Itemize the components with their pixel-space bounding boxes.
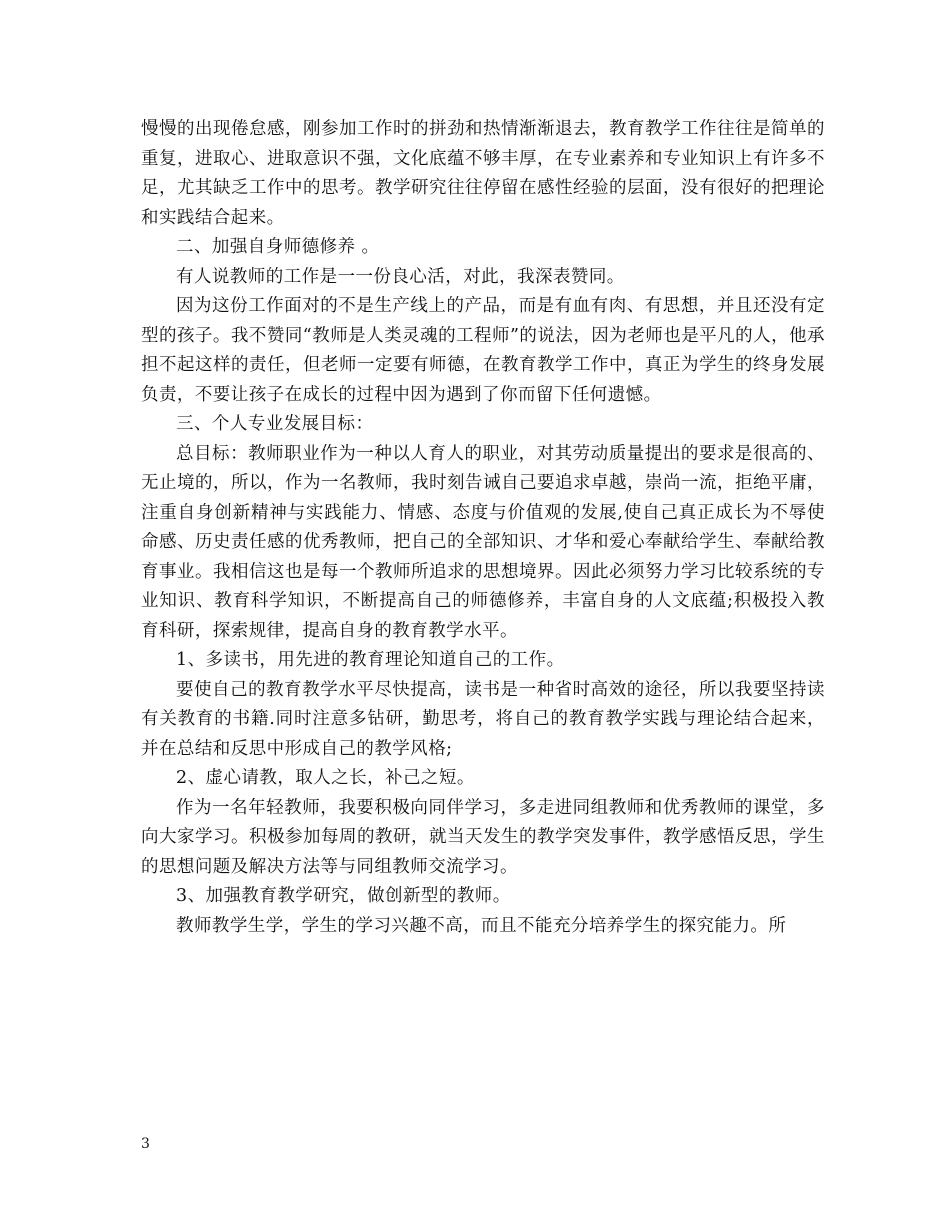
document-body — [141, 115, 825, 941]
subheading-item-3: 3、加强教育教学研究，做创新型的教师。 — [176, 886, 511, 906]
heading-section-three: 三、个人专业发展目标： — [176, 414, 374, 434]
heading-section-two: 二、加强自身师德修养 。 — [176, 237, 380, 257]
paragraph: 因为这份工作面对的不是生产线上的产品，而是有血有肉、有思想，并且还没有定型的孩子。我不赞同“教师是人类灵魂的工程师”的说法，因为老师也是平凡的人，他承担不起这样的责任，但老师一定要有师德，在教育教学工作中，真正为学生的终身发展负责，不要让孩子在成长的过程中因为遇到了你而留下任何遗憾。 — [141, 296, 825, 405]
subheading-item-1: 1、多读书，用先进的教育理论知道自己的工作。 — [176, 650, 565, 670]
page-number: 3 — [141, 1136, 150, 1152]
paragraph: 作为一名年轻教师，我要积极向同伴学习，多走进同组教师和优秀教师的课堂，多向大家学习。积极参加每周的教研，就当天发生的教学突发事件，教学感悟反思，学生的思想问题及解决方法等与同组教师交流学习。 — [141, 797, 825, 877]
paragraph: 要使自己的教育教学水平尽快提高，读书是一种省时高效的途径，所以我要坚持读有关教育的书籍.同时注意多钻研，勤思考，将自己的教育教学实践与理论结合起来，并在总结和反思中形成自己的教学风格; — [141, 679, 825, 759]
paragraph-continues: 教师教学生学，学生的学习兴趣不高，而且不能充分培养学生的探究能力。所 — [176, 915, 787, 936]
paragraph: 有人说教师的工作是一一份良心活，对此，我深表赞同。 — [176, 266, 625, 287]
paragraph-overall-goal: 总目标：教师职业作为一种以人育人的职业，对其劳动质量提出的要求是很高的、无止境的，所以，作为一名教师，我时刻告诫自己要追求卓越，崇尚一流，拒绝平庸，注重自身创新精神与实践能力、情感、态度与价值观的发展,使自己真正成长为不辱使命感、历史责任感的优秀教师，把自己的全部知识、才华和爱心奉献给学生、奉献给教育事业。我相信这也是每一个教师所追求的思想境界。因此必须努力学习比较系统的专业知识、教育科学知识，不断提高自己的师德修养，丰富自身的人文底蕴;积极投入教育科研，探索规律，提高自身的教育教学水平。 — [141, 443, 825, 641]
subheading-item-2: 2、虚心请教，取人之长，补己之短。 — [176, 768, 475, 788]
paragraph-continuation: 慢慢的出现倦怠感，刚参加工作时的拼劲和热情渐渐退去，教育教学工作往往是简单的重复，进取心、进取意识不强，文化底蕴不够丰厚，在专业素养和专业知识上有许多不足，尤其缺乏工作中的思考。教学研究往往停留在感性经验的层面，没有很好的把理论和实践结合起来。 — [141, 119, 825, 228]
